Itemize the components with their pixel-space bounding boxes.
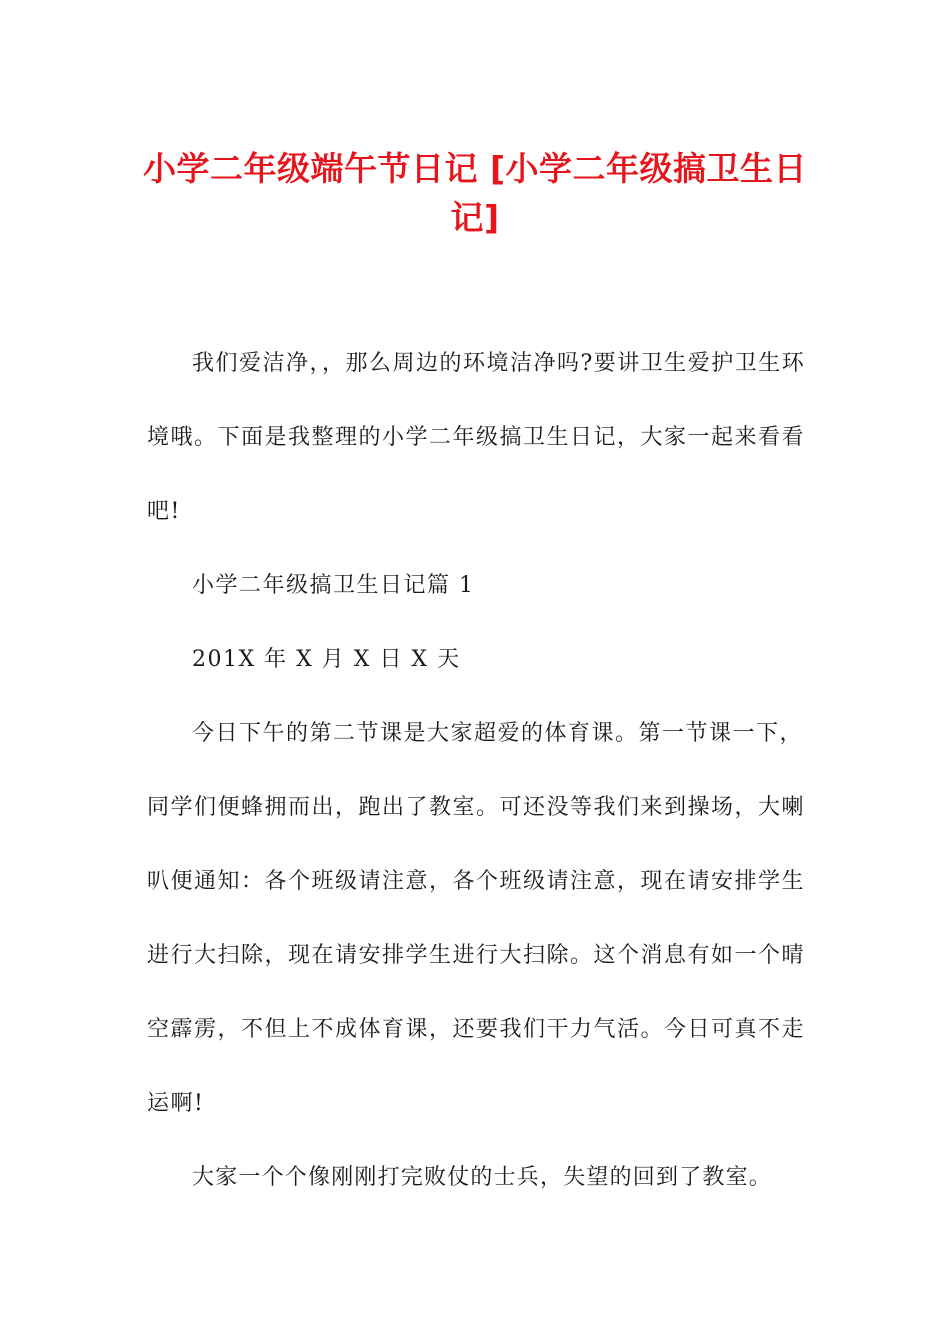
body-paragraph: 大家一个个像刚刚打完败仗的士兵，失望的回到了教室。 — [192, 1165, 773, 1190]
document-body — [147, 327, 807, 1215]
document-title: 小学二年级端午节日记 [小学二年级搞卫生日记] — [142, 149, 808, 237]
section-heading: 小学二年级搞卫生日记篇 1 — [192, 573, 475, 598]
diary-date: 201X 年 X 月 X 日 X 天 — [192, 647, 461, 672]
body-paragraph: 今日下午的第二节课是大家超爱的体育课。第一节课一下，同学们便蜂拥而出，跑出了教室。可还没等我们来到操场，大喇叭便通知：各个班级请注意，各个班级请注意，现在请安排学生进行大扫除，现在请安排学生进行大扫除。这个消息有如一个晴空霹雳，不但上不成体育课，还要我们干力气活。今日可真不走运啊! — [147, 721, 806, 1116]
intro-paragraph: 我们爱洁净，，那么周边的环境洁净吗?要讲卫生爱护卫生环境哦。下面是我整理的小学二年级搞卫生日记，大家一起来看看吧! — [147, 351, 806, 524]
